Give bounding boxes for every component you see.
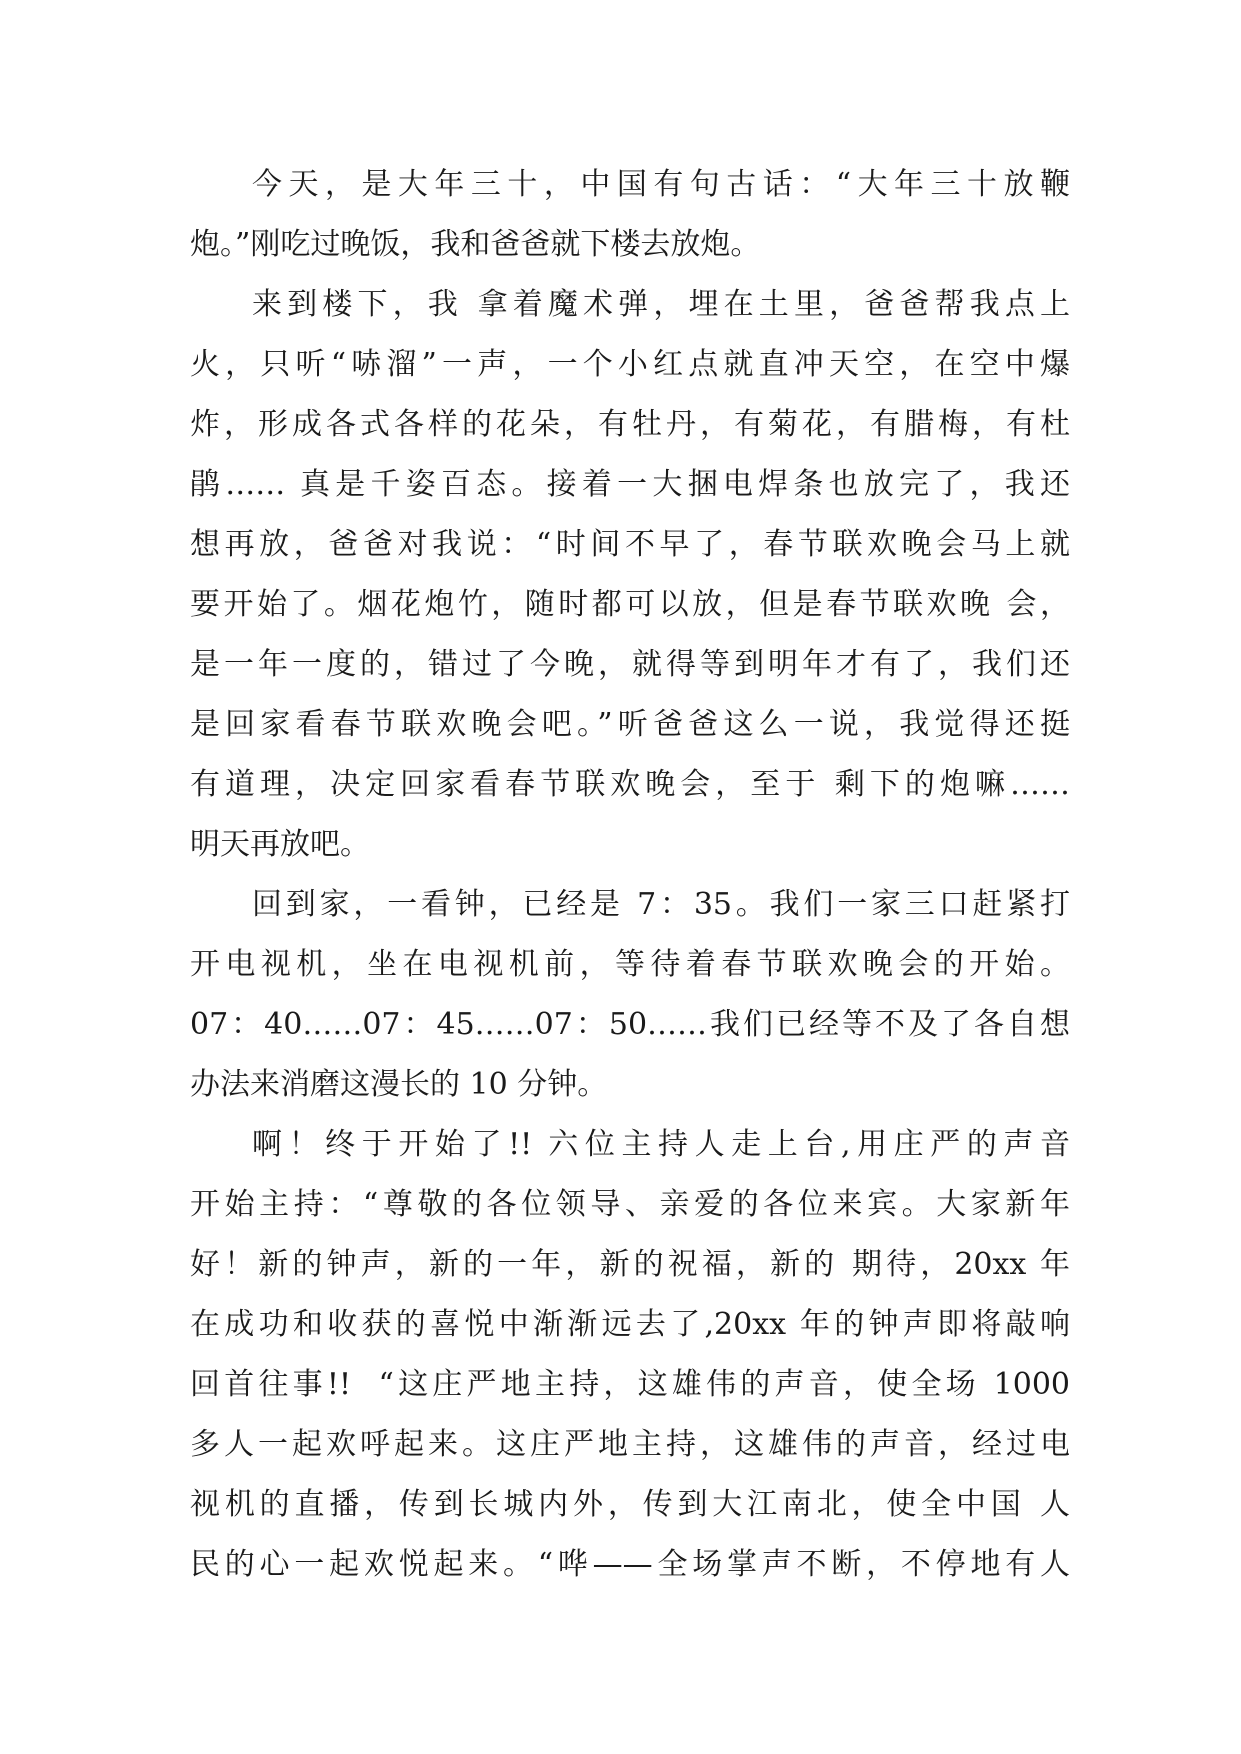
text-line: 有道理，决定回家看春节联欢晚会，至于 剩下的炮嘛…… <box>190 767 1070 802</box>
text-line: 在成功和收获的喜悦中渐渐远去了,20xx 年的钟声即将敲响 <box>190 1307 1070 1342</box>
text-line: 鹃…… 真是千姿百态。接着一大捆电焊条也放完了，我还 <box>190 467 1070 502</box>
body-text <box>190 155 1070 1595</box>
text-line: 炮。”刚吃过晚饭，我和爸爸就下楼去放炮。 <box>190 227 761 262</box>
text-line: 来到楼下，我 拿着魔术弹，埋在土里，爸爸帮我点上 <box>252 287 1070 322</box>
text-line: 啊！终于开始了!! 六位主持人走上台,用庄严的声音 <box>252 1127 1070 1162</box>
text-line: 民的心一起欢悦起来。“哗——全场掌声不断，不停地有人 <box>190 1547 1070 1582</box>
text-line: 火，只听“哧溜”一声，一个小红点就直冲天空，在空中爆 <box>190 347 1070 382</box>
text-line: 要开始了。烟花炮竹，随时都可以放，但是春节联欢晚 会， <box>190 587 1070 622</box>
text-line: 办法来消磨这漫长的 10 分钟。 <box>190 1067 608 1102</box>
text-line: 今天，是大年三十，中国有句古话：“大年三十放鞭 <box>252 167 1070 202</box>
text-line: 回到家，一看钟，已经是 7：35。我们一家三口赶紧打 <box>252 887 1070 922</box>
text-line: 是回家看春节联欢晚会吧。”听爸爸这么一说，我觉得还挺 <box>190 707 1070 742</box>
text-line: 开始主持：“尊敬的各位领导、亲爱的各位来宾。大家新年 <box>190 1187 1070 1222</box>
text-line: 视机的直播，传到长城内外，传到大江南北，使全中国 人 <box>190 1487 1070 1522</box>
text-line: 好！新的钟声，新的一年，新的祝福，新的 期待，20xx 年 <box>190 1247 1070 1282</box>
text-line: 想再放，爸爸对我说：“时间不早了，春节联欢晚会马上就 <box>190 527 1070 562</box>
text-line: 明天再放吧。 <box>190 827 370 862</box>
text-line: 开电视机，坐在电视机前，等待着春节联欢晚会的开始。 <box>190 947 1070 982</box>
text-line: 回首往事!! “这庄严地主持，这雄伟的声音，使全场 1000 <box>190 1367 1070 1402</box>
text-line: 是一年一度的，错过了今晚，就得等到明年才有了，我们还 <box>190 647 1070 682</box>
text-line: 07：40……07：45……07：50……我们已经等不及了各自想 <box>190 1007 1070 1042</box>
text-line: 炸，形成各式各样的花朵，有牡丹，有菊花，有腊梅，有杜 <box>190 407 1070 442</box>
text-line: 多人一起欢呼起来。这庄严地主持，这雄伟的声音，经过电 <box>190 1427 1070 1462</box>
